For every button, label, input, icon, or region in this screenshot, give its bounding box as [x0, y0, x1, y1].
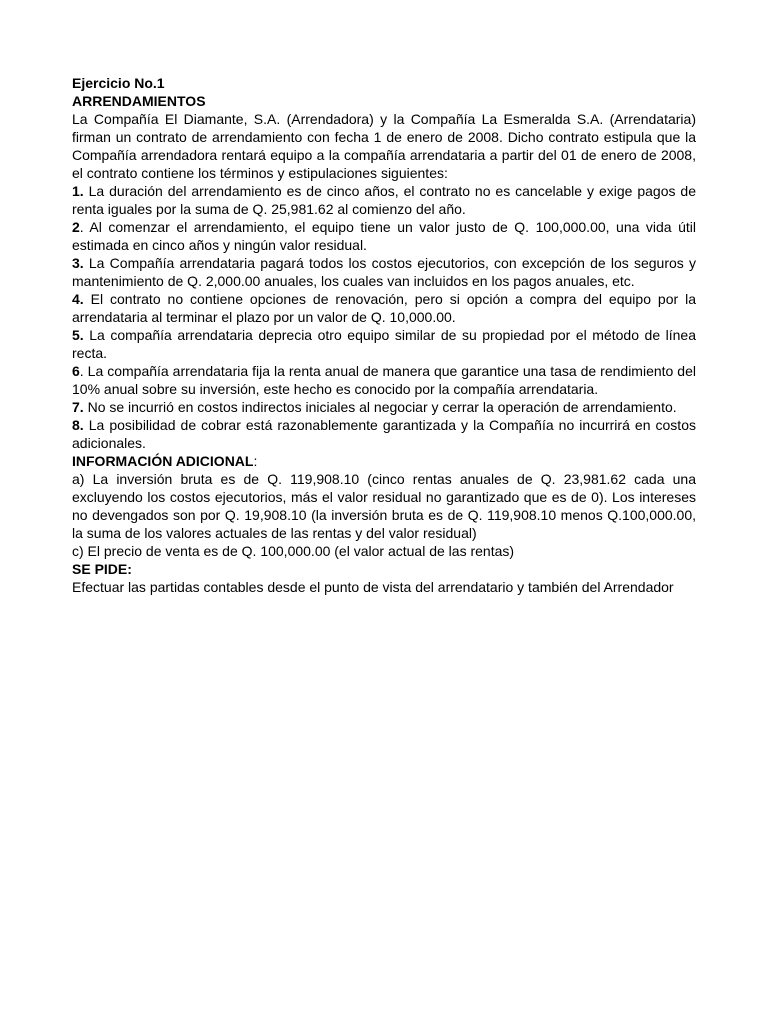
intro-paragraph: La Compañía El Diamante, S.A. (Arrendadora) y la Compañía La Esmeralda S.A. (Arrendataria) firman un contrato de arrendamiento con fecha 1 de enero de 2008. Dicho contrato estipula que la Compañía arrendadora rentará equipo a la compañía arrendataria a partir del 01 de enero de 2008, el contrato contiene los términos y estipulaciones siguientes:	[72, 111, 696, 181]
item-text: La compañía arrendataria deprecia otro equipo similar de su propiedad por el método de línea recta.	[72, 327, 696, 361]
item-text: No se incurrió en costos indirectos iniciales al negociar y cerrar la operación de arrendamiento.	[83, 399, 677, 415]
item-text: El contrato no contiene opciones de renovación, pero si opción a compra del equipo por la arrendataria al terminar el plazo por un valor de Q. 10,000.00.	[72, 291, 696, 325]
list-item	[72, 290, 696, 326]
list-item	[72, 218, 696, 254]
exercise-subtitle: ARRENDAMIENTOS	[72, 93, 206, 109]
item-text: La Compañía arrendataria pagará todos los costos ejecutorios, con excepción de los seguros y mantenimiento de Q. 2,000.00 anuales, los cuales van incluidos en los pagos anuales, etc.	[72, 255, 696, 289]
item-number: 2	[72, 219, 80, 235]
item-number: 7.	[72, 399, 84, 415]
additional-info-c: c) El precio de venta es de Q. 100,000.00 (el valor actual de las rentas)	[72, 543, 515, 559]
additional-info-heading-colon: :	[253, 453, 258, 469]
list-item	[72, 254, 696, 290]
item-number: 3.	[72, 255, 84, 271]
additional-info-heading-text: INFORMACIÓN ADICIONAL	[72, 453, 254, 469]
list-item	[72, 416, 696, 452]
exercise-title: Ejercicio No.1	[72, 75, 165, 91]
additional-info-heading	[72, 452, 696, 470]
item-number: 4.	[72, 291, 84, 307]
request-text: Efectuar las partidas contables desde el punto de vista del arrendatario y también del Arrendador	[72, 579, 674, 595]
item-text: . Al comenzar el arrendamiento, el equipo tiene un valor justo de Q. 100,000.00, una vida útil estimada en cinco años y ningún valor residual.	[72, 219, 696, 253]
item-text: La duración del arrendamiento es de cinco años, el contrato no es cancelable y exige pagos de renta iguales por la suma de Q. 25,981.62 al comienzo del año.	[72, 183, 696, 217]
request-heading: SE PIDE:	[72, 561, 132, 577]
item-number: 1.	[72, 183, 84, 199]
list-item	[72, 182, 696, 218]
item-number: 6	[72, 363, 80, 379]
list-item	[72, 362, 696, 398]
list-item	[72, 398, 696, 416]
item-text: La posibilidad de cobrar está razonablemente garantizada y la Compañía no incurrirá en costos adicionales.	[72, 417, 696, 451]
document-page	[72, 74, 696, 596]
item-number: 8.	[72, 417, 84, 433]
additional-info-a: a) La inversión bruta es de Q. 119,908.10 (cinco rentas anuales de Q. 23,981.62 cada una excluyendo los costos ejecutorios, más el valor residual no garantizado que es de 0). Los intereses no devengados son por Q. 19,908.10 (la inversión bruta es de Q. 119,908.10 menos Q.100,000.00, la suma de los valores actuales de las rentas y del valor residual)	[72, 471, 696, 541]
item-text: . La compañía arrendataria fija la renta anual de manera que garantice una tasa de rendimiento del 10% anual sobre su inversión, este hecho es conocido por la compañía arrendataria.	[72, 363, 696, 397]
item-number: 5.	[72, 327, 84, 343]
list-item	[72, 326, 696, 362]
